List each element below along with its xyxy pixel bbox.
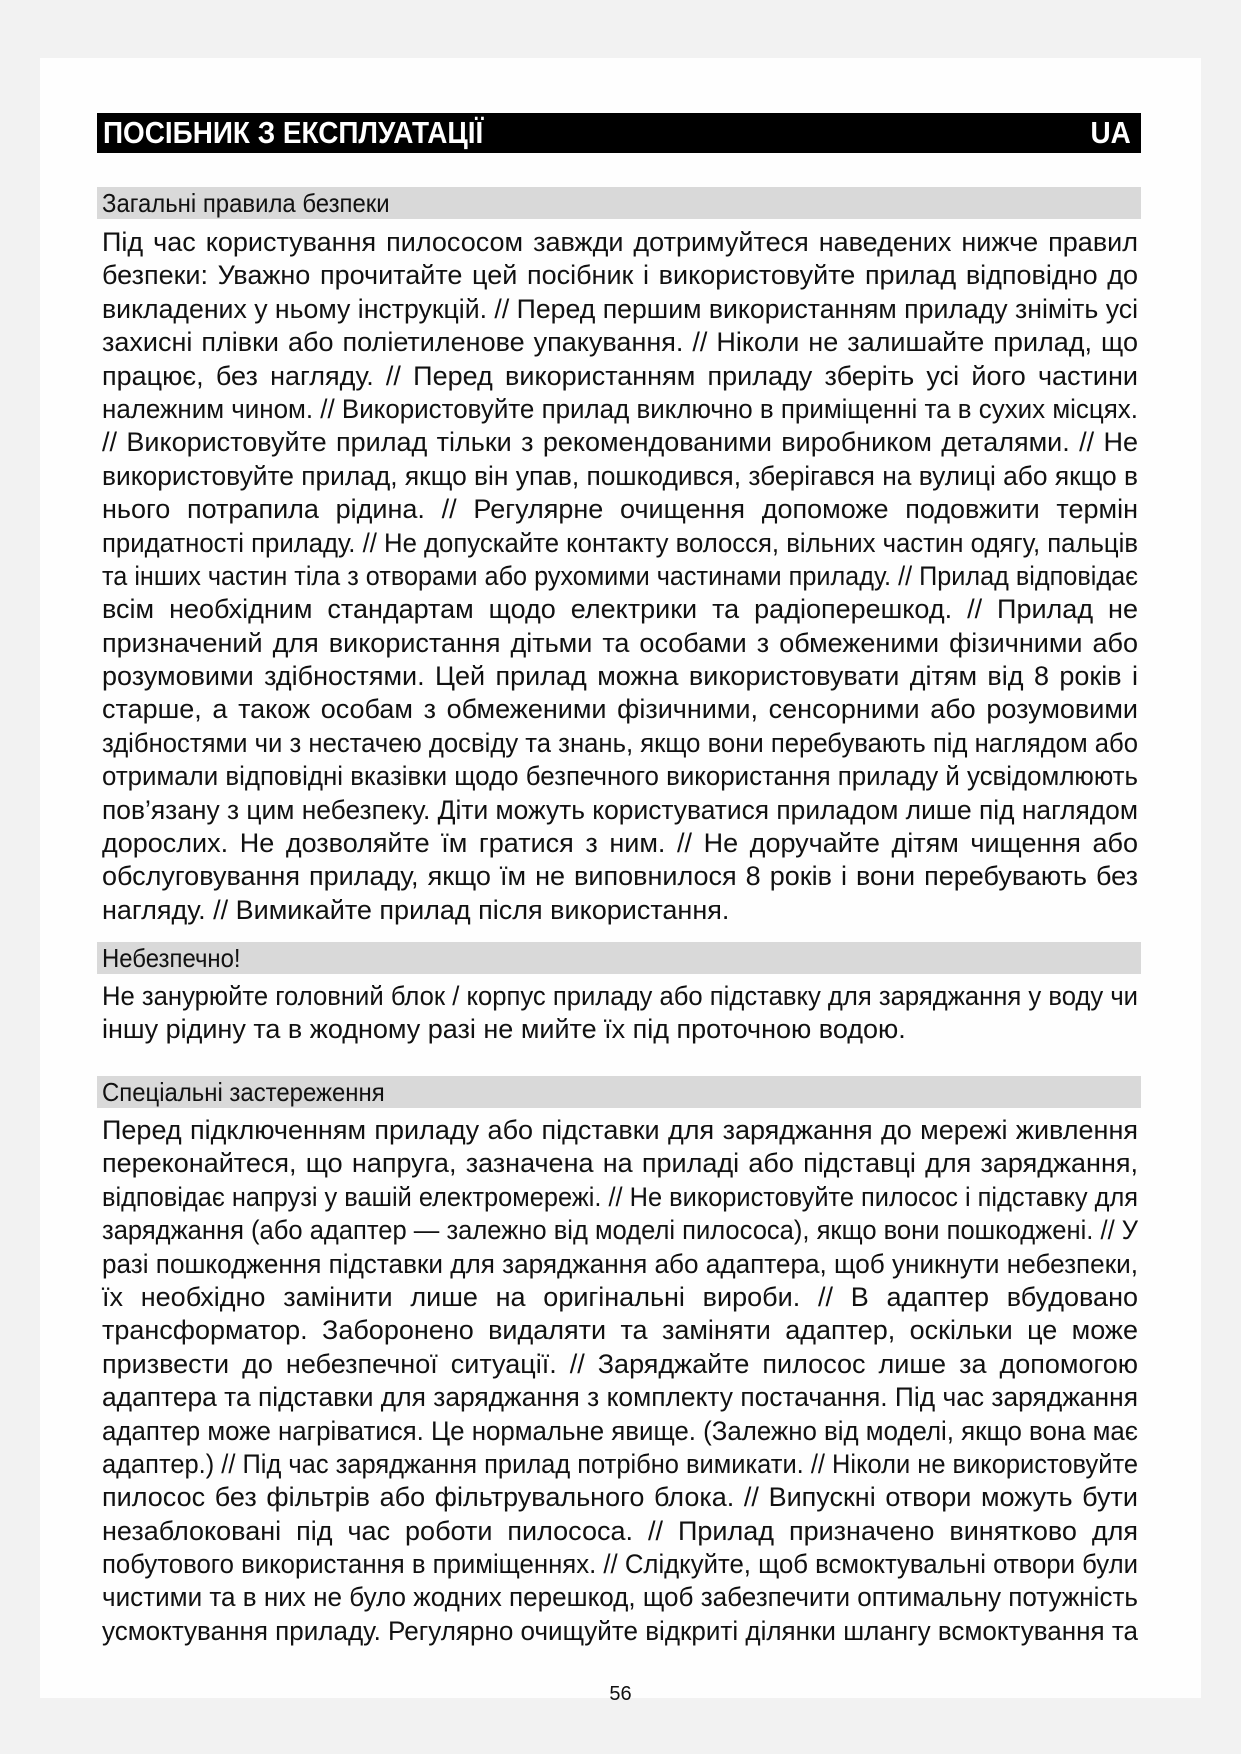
body-text-line: всім необхідним стандартам щодо електрики та радіоперешкод. // Прилад не <box>102 594 1138 625</box>
manual-title-bar <box>97 113 1141 153</box>
page-number: 56 <box>609 1683 632 1705</box>
body-text-line: разі пошкодження підставки для заряджання або адаптера, щоб уникнути небезпеки, <box>102 1248 1138 1279</box>
body-text-line: пилосос без фільтрів або фільтрувального блока. // Випускні отвори можуть бути <box>102 1482 1138 1513</box>
body-text-line: незаблоковані під час роботи пилососа. // Прилад призначено винятково для <box>102 1515 1138 1546</box>
body-text-line: Під час користування пилососом завжди дотримуйтеся наведених нижче правил <box>102 227 1138 257</box>
body-text-line: заряджання (або адаптер — залежно від моделі пилососа), якщо вони пошкоджені. // У <box>102 1215 1138 1246</box>
body-text-line: трансформатор. Заборонено видаляти та заміняти адаптер, оскільки це може <box>102 1315 1138 1346</box>
body-text-line: призвести до небезпечної ситуації. // Заряджайте пилосос лише за допомогою <box>102 1348 1138 1379</box>
body-text-line: старше, а також особам з обмеженими фізичними, сенсорними або розумовими <box>102 694 1138 725</box>
section-heading-text: Загальні правила безпеки <box>102 188 390 218</box>
body-text-line: усмоктування приладу. Регулярно очищуйте відкриті ділянки шлангу всмоктування та <box>102 1615 1138 1646</box>
body-text-line: працює, без нагляду. // Перед використанням приладу зберіть усі його частини <box>102 360 1138 391</box>
section-body-general-safety <box>102 226 1138 927</box>
section-body-danger <box>102 980 1138 1047</box>
body-text-line: обслуговування приладу, якщо їм не виповнилося 8 років і вони перебувають без <box>102 861 1138 892</box>
body-text-line: адаптер може нагріватися. Це нормальне явище. (Залежно від моделі, якщо вона має <box>102 1415 1138 1446</box>
section-heading-text: Спеціальні застереження <box>102 1077 385 1107</box>
body-text-line: їх необхідно замінити лише на оригінальні вироби. // В адаптер вбудовано <box>102 1281 1138 1312</box>
body-text-line: Не занурюйте головний блок / корпус приладу або підставку для заряджання у воду чи <box>102 981 1138 1011</box>
section-body-special-warnings <box>102 1114 1138 1648</box>
body-text-line: // Використовуйте прилад тільки з рекомендованими виробником деталями. // Не <box>102 427 1138 458</box>
body-text-line: пов’язану з цим небезпеку. Діти можуть користуватися приладом лише під наглядом <box>102 794 1138 825</box>
body-text-line: та інших частин тіла з отворами або рухомими частинами приладу. // Прилад відповідає <box>102 560 1138 591</box>
body-text-line: Перед підключенням приладу або підставки для заряджання до мережі живлення <box>102 1115 1138 1145</box>
language-code: UA <box>1090 115 1131 150</box>
section-heading-general-safety <box>97 187 1141 219</box>
body-text-line: розумовими здібностями. Цей прилад можна використовувати дітям від 8 років і <box>102 661 1138 692</box>
body-text-line: нагляду. // Вимикайте прилад після використання. <box>102 894 730 925</box>
section-heading-special-warnings <box>97 1076 1141 1108</box>
body-text-line: адаптер.) // Під час заряджання прилад потрібно вимикати. // Ніколи не використовуйте <box>102 1448 1138 1479</box>
body-text-line: адаптера та підставки для заряджання з комплекту постачання. Під час заряджання <box>102 1382 1138 1413</box>
body-text-line: придатності приладу. // Не допускайте контакту волосся, вільних частин одягу, пальців <box>102 527 1138 558</box>
body-text-line: переконайтеся, що напруга, зазначена на приладі або підставці для заряджання, <box>102 1148 1138 1179</box>
body-text-line: побутового використання в приміщеннях. // Слідкуйте, щоб всмоктувальні отвори були <box>102 1549 1138 1580</box>
manual-title: ПОСІБНИК З ЕКСПЛУАТАЦІЇ <box>103 115 484 150</box>
body-text-line: безпеки: Уважно прочитайте цей посібник і використовуйте прилад відповідно до <box>102 260 1138 291</box>
body-text-line: використовуйте прилад, якщо він упав, пошкодився, зберігався на вулиці або якщо в <box>102 460 1138 491</box>
section-heading-danger <box>97 942 1141 974</box>
body-text-line: викладених у ньому інструкцій. // Перед першим використанням приладу зніміть усі <box>102 293 1138 324</box>
body-text-line: здібностями чи з нестачею досвіду та знань, якщо вони перебувають під наглядом або <box>102 727 1138 758</box>
body-text-line: захисні плівки або поліетиленове упакування. // Ніколи не залишайте прилад, що <box>102 327 1138 358</box>
body-text-line: дорослих. Не дозволяйте їм гратися з ним. // Не доручайте дітям чищення або <box>102 828 1138 859</box>
body-text-line: призначений для використання дітьми та особами з обмеженими фізичними або <box>102 627 1138 658</box>
section-heading-text: Небезпечно! <box>102 943 241 973</box>
body-text-line: нього потрапила рідина. // Регулярне очищення допоможе подовжити термін <box>102 494 1138 525</box>
body-text-line: чистими та в них не було жодних перешкод, щоб забезпечити оптимальну потужність <box>102 1582 1138 1613</box>
body-text-line: належним чином. // Використовуйте прилад виключно в приміщенні та в сухих місцях. <box>102 393 1138 424</box>
body-text-line: іншу рідину та в жодному разі не мийте їх під проточною водою. <box>102 1014 906 1045</box>
body-text-line: отримали відповідні вказівки щодо безпечного використання приладу й усвідомлюють <box>102 761 1138 792</box>
body-text-line: відповідає напрузі у вашій електромережі. // Не використовуйте пилосос і підставку для <box>102 1181 1138 1212</box>
